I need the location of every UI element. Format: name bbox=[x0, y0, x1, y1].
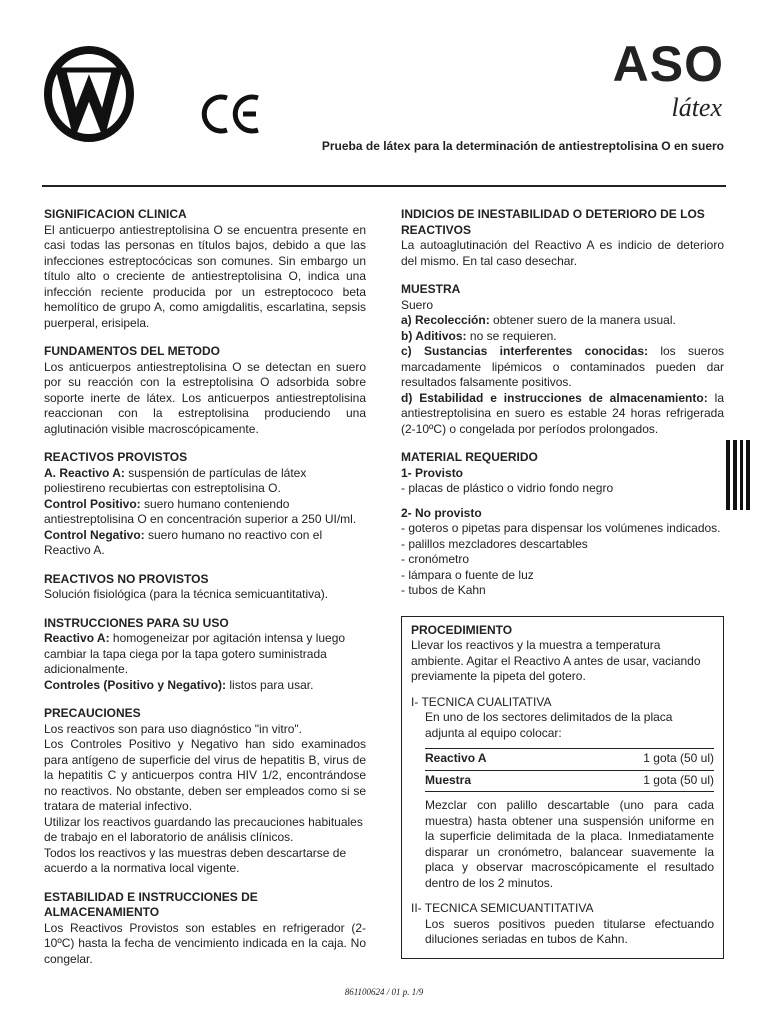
tecnica-semicuantitativa bbox=[411, 901, 714, 948]
reactivo-a-entry: A. Reactivo A: suspensión de partículas de látex poliestireno recubiertas con estreptolisina O. bbox=[44, 465, 307, 495]
list-item: - lámpara o fuente de luz bbox=[401, 567, 534, 582]
section-heading: MUESTRA bbox=[401, 282, 461, 296]
section-muestra bbox=[401, 282, 724, 437]
table-row bbox=[425, 770, 714, 792]
subsection-heading: I- TECNICA CUALITATIVA bbox=[411, 694, 552, 709]
section-reactivos-provistos bbox=[44, 450, 366, 559]
muestra-recoleccion: a) Recolección: obtener suero de la manera usual. bbox=[401, 313, 676, 327]
page-prefix: p. bbox=[402, 987, 410, 997]
section-precauciones bbox=[44, 706, 366, 877]
muestra-aditivos: b) Aditivos: no se requieren. bbox=[401, 328, 557, 343]
tecnica-cualitativa bbox=[411, 695, 714, 892]
no-provisto-heading: 2- No provisto bbox=[401, 505, 482, 520]
section-indicios bbox=[401, 207, 724, 269]
product-subtitle: látex bbox=[671, 93, 722, 122]
subsection-body: Los sueros positivos pueden titularse efectuando diluciones seriadas en tubos de Kahn. bbox=[425, 916, 714, 946]
controles-instruction: Controles (Positivo y Negativo): listos para usar. bbox=[44, 677, 314, 692]
list-item: - goteros o pipetas para dispensar los volúmenes indicados. bbox=[401, 521, 721, 535]
dosage-table bbox=[425, 748, 714, 792]
edge-marker-bars bbox=[726, 440, 750, 510]
table-label: Reactivo A bbox=[425, 751, 487, 765]
section-heading: MATERIAL REQUERIDO bbox=[401, 450, 538, 464]
muestra-interferentes: c) Sustancias interferentes conocidas: los sueros marcadamente lipémicos o contaminados pueden dar resultados falsamente positivos. bbox=[401, 344, 724, 389]
list-item: - palillos mezcladores descartables bbox=[401, 536, 588, 551]
section-heading: REACTIVOS NO PROVISTOS bbox=[44, 571, 209, 586]
section-heading: REACTIVOS PROVISTOS bbox=[44, 450, 188, 464]
list-item: - placas de plástico o vidrio fondo negro bbox=[401, 481, 614, 495]
section-heading: SIGNIFICACION CLINICA bbox=[44, 207, 187, 221]
section-body: Los anticuerpos antiestreptolisina O se detectan en suero por su reacción con la estreptolisina O adsorbida sobre soporte inerte de látex. Los anticuerpos antiestreptolisina reaccionan con la estreptolisina produciendo una aglutinación visible macroscópicamente. bbox=[44, 359, 366, 436]
document-code: 861100624 / 01 bbox=[344, 987, 401, 997]
right-column bbox=[401, 207, 724, 959]
subsection-body: Mezclar con palillo descartable (uno para cada muestra) hasta obtener una suspensión uniforme en la superficie delimitada de la placa. Inmediatamente disparar un cronómetro, balancear suavemente la placa y observar macroscópicamente el resultado dentro de los 2 minutos. bbox=[425, 798, 714, 890]
control-negativo-entry: Control Negativo: suero humano no reactivo con el Reactivo A. bbox=[44, 527, 323, 557]
muestra-estabilidad: d) Estabilidad e instrucciones de almacenamiento: la antiestreptolisina en suero es estable 24 horas refrigerada (2-10ºC) o congelada por períodos prolongados. bbox=[401, 390, 724, 436]
table-value: 1 gota (50 ul) bbox=[643, 772, 714, 787]
precaucion-paragraph: Los Controles Positivo y Negativo han sido examinados para antígeno de superficie del virus de hepatitis B, virus de la hepatitis C y anticuerpos contra HIV 1/2, encontrándose no reactivos. No obstante, deben ser empleados como si se tratara de material infectivo. bbox=[44, 737, 366, 813]
section-heading: ESTABILIDAD E INSTRUCCIONES DE ALMACENAMIENTO bbox=[44, 889, 258, 919]
list-item: - tubos de Kahn bbox=[401, 583, 486, 597]
left-column bbox=[44, 207, 366, 980]
reactivo-a-instruction: Reactivo A: homogeneizar por agitación intensa y luego cambiar la tapa ciega por la tapa gotero suministrada adicionalmente. bbox=[44, 631, 346, 676]
precaucion-paragraph: Utilizar los reactivos guardando las precauciones habituales de trabajo en el laboratorio de análisis clínicos. bbox=[44, 814, 363, 844]
table-value: 1 gota (50 ul) bbox=[643, 751, 714, 765]
section-significacion bbox=[44, 207, 366, 331]
section-heading: PROCEDIMIENTO bbox=[411, 622, 513, 637]
section-body: La autoaglutinación del Reactivo A es indicio de deterioro del mismo. En tal caso desechar. bbox=[401, 238, 724, 268]
section-fundamentos bbox=[44, 344, 366, 437]
subsection-heading: II- TECNICA SEMICUANTITATIVA bbox=[411, 901, 594, 915]
section-body: Los Reactivos Provistos son estables en refrigerador (2-10ºC) hasta la fecha de vencimiento indicada en la caja. No congelar. bbox=[44, 920, 366, 966]
precaucion-paragraph: Los reactivos son para uso diagnóstico "in vitro". bbox=[44, 721, 302, 736]
ce-mark-icon bbox=[201, 92, 261, 136]
section-body: El anticuerpo antiestreptolisina O se encuentra presente en casi todas las personas en títulos bajos, debido a que las infecciones estreptocócicas son comunes. Sin embargo un título alto o creciente de antiestreptolisina O, indica una infección reciente producida por un estreptococo beta hemolítico de grupo A, como amigdalitis, escarlatina, sepsis puerperal, erisipela. bbox=[44, 222, 366, 330]
section-estabilidad bbox=[44, 890, 366, 968]
section-heading: FUNDAMENTOS DEL METODO bbox=[44, 344, 221, 358]
section-instrucciones bbox=[44, 616, 366, 694]
section-heading: INSTRUCCIONES PARA SU USO bbox=[44, 615, 229, 630]
section-body: Solución fisiológica (para la técnica semicuantitativa). bbox=[44, 587, 329, 601]
wiener-w-logo-icon bbox=[44, 46, 134, 142]
table-label: Muestra bbox=[425, 772, 472, 787]
section-heading: PRECAUCIONES bbox=[44, 706, 141, 720]
list-item: - cronómetro bbox=[401, 552, 470, 566]
precaucion-paragraph: Todos los reactivos y las muestras deben descartarse de acuerdo a la normativa local vigente. bbox=[44, 845, 347, 875]
section-heading: INDICIOS DE INESTABILIDAD O DETERIORO DE LOS REACTIVOS bbox=[401, 207, 705, 237]
provisto-heading: 1- Provisto bbox=[401, 465, 464, 480]
table-row bbox=[425, 749, 714, 771]
page-number: 1/9 bbox=[411, 987, 424, 997]
product-tagline: Prueba de látex para la determinación de antiestreptolisina O en suero bbox=[321, 139, 724, 153]
procedimiento-box bbox=[401, 616, 724, 959]
procedimiento-intro: Llevar los reactivos y la muestra a temperatura ambiente. Agitar el Reactivo A antes de usar, vaciando previamente la pipeta del gotero. bbox=[411, 638, 701, 683]
page-footer bbox=[0, 987, 768, 997]
section-reactivos-no-provistos bbox=[44, 572, 366, 603]
control-positivo-entry: Control Positivo: suero humano conteniendo antiestreptolisina O en concentración superior a 250 UI/ml. bbox=[44, 496, 357, 526]
muestra-intro: Suero bbox=[401, 297, 434, 312]
header-divider bbox=[42, 185, 726, 187]
section-material bbox=[401, 450, 724, 599]
product-title: ASO bbox=[612, 36, 724, 92]
subsection-intro: En uno de los sectores delimitados de la placa adjunta al equipo colocar: bbox=[425, 710, 673, 740]
